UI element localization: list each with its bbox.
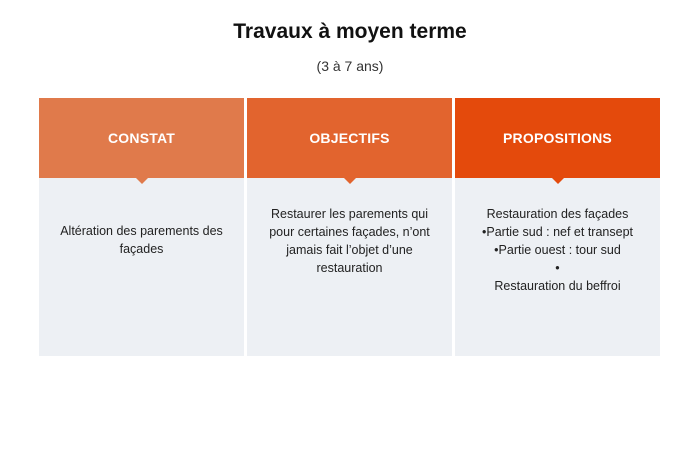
body-line: Restaurer les parements qui <box>270 207 429 221</box>
column-body-propositions <box>455 178 660 356</box>
column-objectifs <box>247 98 452 356</box>
body-line: jamais fait l’objet d’une <box>286 243 413 257</box>
columns-container <box>39 98 660 356</box>
column-body-objectifs <box>247 178 452 356</box>
column-header-label: CONSTAT <box>108 130 175 146</box>
body-line: Restauration des façades <box>486 207 629 221</box>
column-header-label: OBJECTIFS <box>309 130 390 146</box>
body-line: restauration <box>316 261 383 275</box>
column-propositions <box>455 98 660 356</box>
page-title: Travaux à moyen terme <box>233 20 467 43</box>
body-line: Restauration du beffroi <box>494 279 621 293</box>
column-body-constat <box>39 178 244 356</box>
down-arrow-icon <box>136 178 148 184</box>
body-line: •Partie ouest : tour sud <box>494 243 621 257</box>
body-line: • <box>555 261 560 275</box>
down-arrow-icon <box>552 178 564 184</box>
body-line: pour certaines façades, n’ont <box>269 225 430 239</box>
body-line: façades <box>119 242 164 256</box>
column-header-objectifs <box>247 98 452 178</box>
column-header-constat <box>39 98 244 178</box>
down-arrow-icon <box>344 178 356 184</box>
body-line: •Partie sud : nef et transept <box>482 225 633 239</box>
column-constat <box>39 98 244 356</box>
column-header-label: PROPOSITIONS <box>503 130 612 146</box>
body-line: Altération des parements des <box>60 224 223 238</box>
column-header-propositions <box>455 98 660 178</box>
page-subtitle: (3 à 7 ans) <box>316 58 384 74</box>
